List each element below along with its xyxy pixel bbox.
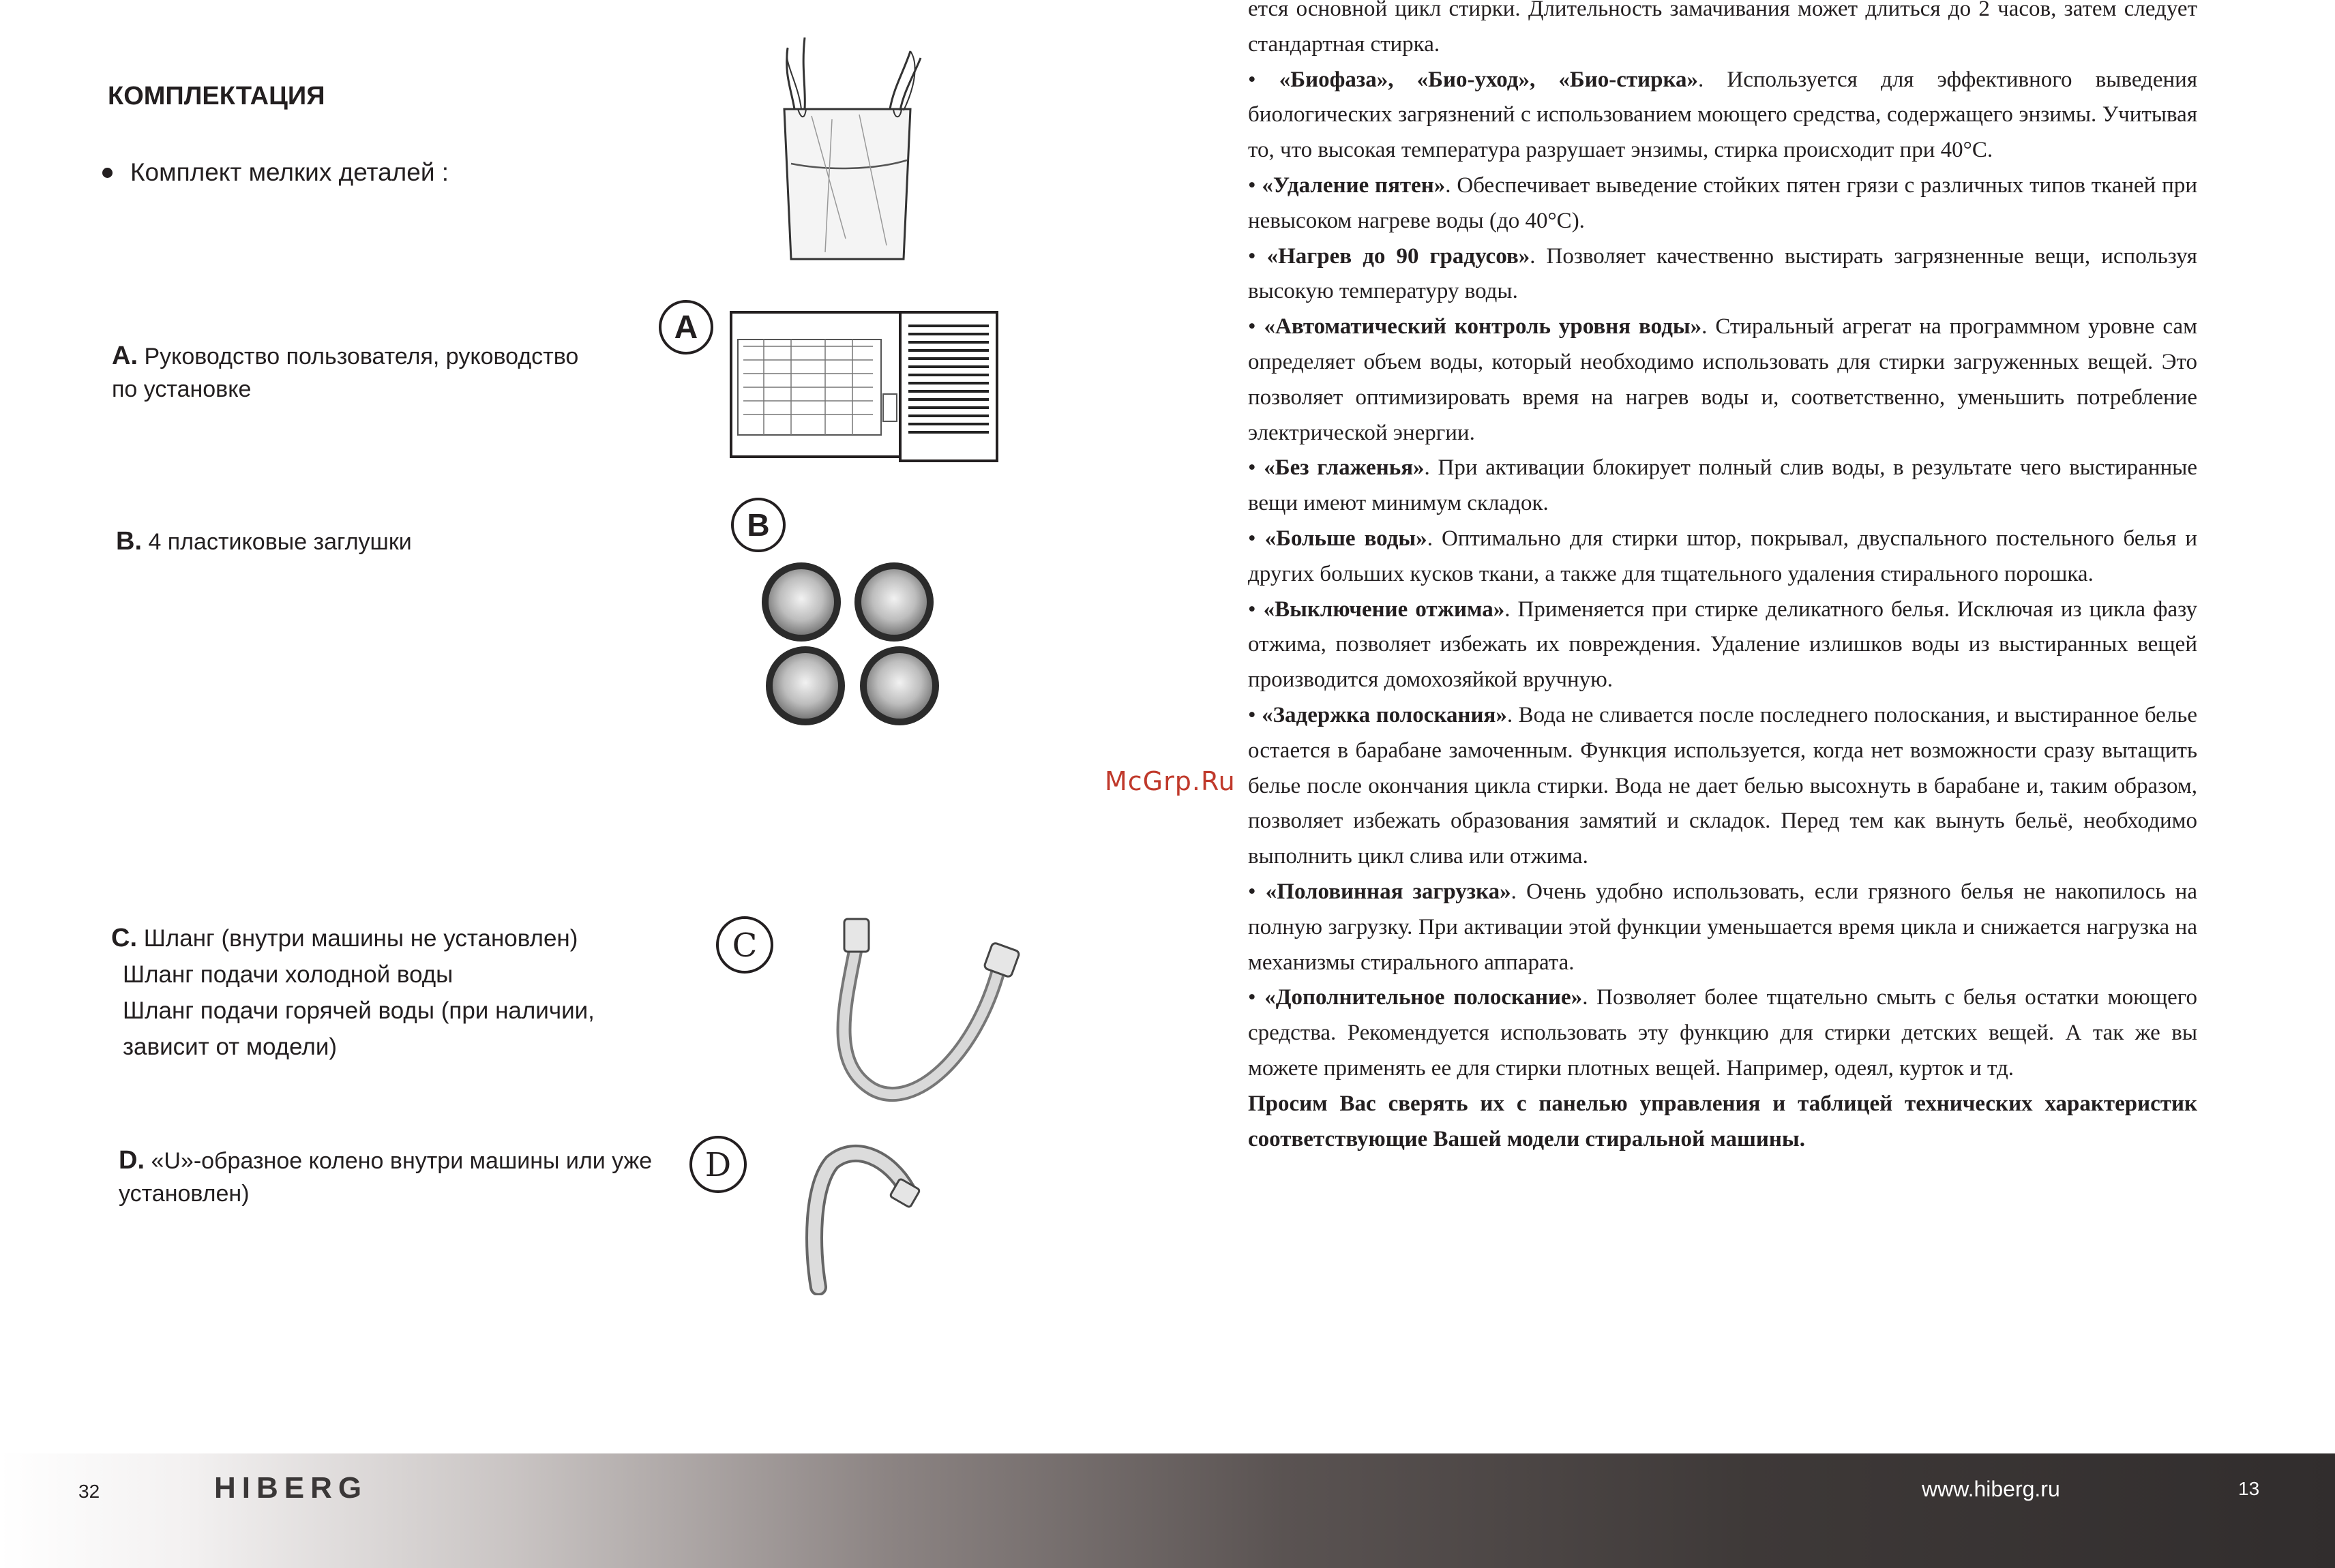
item-b-letter: B. (116, 527, 142, 556)
plugs-illustration (723, 496, 968, 735)
feature-name: «Половинная загрузка» (1265, 879, 1511, 904)
marker-b: B (747, 507, 770, 543)
feature-text: . Оптимально для стирки штор, покрывал, двуспального постельного белья и других больших кусков ткани, а также для тщательного удаления стирального порошка. (1248, 526, 2197, 586)
feature-item: • «Задержка полоскания». Вода не сливается после последнего полоскания, и выстиранное белье остается в барабане замоченным. Функция используется, когда нет возможности сразу вытащить белье после окончания цикла стирки. Вода не дает белью высохнуть в барабане и, таким образом, позволяет избежать образования замятий и складок. Перед тем как вынуть бельё, необходимо выполнить цикл слива или отжима. (1248, 702, 2197, 869)
notice-paragraph: Просим Вас сверять их с панелью управления и таблицей технических характеристик соответствующие Вашей модели стиральной машины. (1248, 1091, 2197, 1151)
kit-line-text: Комплект мелких деталей : (130, 158, 449, 186)
feature-text: . Вода не сливается после последнего полоскания, и выстиранное белье остается в барабане замоченным. Функция используется, когда нет возможности сразу вытащить белье после окончания цикла стирки. Вода не дает белью высохнуть в барабане и, таким образом, позволяет избежать образования замятий и складок. Перед тем как вынуть бельё, необходимо выполнить цикл слива или отжима. (1248, 702, 2197, 869)
item-c-sub1: Шланг подачи холодной воды (123, 961, 453, 988)
feature-text: . При активации блокирует полный слив воды, в результате чего выстиранные вещи имеют минимум складок. (1248, 455, 2197, 516)
item-b-text: 4 пластиковые заглушки (148, 529, 412, 555)
feature-name: «Дополнительное полоскание» (1264, 985, 1583, 1010)
item-a-text-line2: по установке (112, 376, 252, 402)
feature-name: «Без глаженья» (1264, 455, 1425, 481)
features-text (1248, 0, 2197, 1157)
feature-name: «Нагрев до 90 градусов» (1266, 243, 1530, 269)
item-d (119, 1144, 664, 1210)
feature-item: • «Удаление пятен». Обеспечивает выведение стойких пятен грязи с различных типов тканей при невысоком нагреве воды (до 40°С). (1248, 172, 2197, 233)
watermark: McGrp.Ru (1105, 766, 1236, 796)
feature-name: «Удаление пятен» (1262, 172, 1446, 198)
feature-item: • «Автоматический контроль уровня воды». Стиральный агрегат на программном уровне сам определяет объем воды, который необходимо использовать для стирки загруженных вещей. Это позволяет оптимизировать время на нагрев воды и, соответственно, уменьшить потребление электрической энергии. (1248, 314, 2198, 445)
item-d-text-line1: «U»-образное колено внутри машины или уже (151, 1148, 653, 1174)
plug-icon (860, 646, 939, 725)
feature-text: . Позволяет качественно выстирать загрязненные вещи, используя высокую температуру воды. (1248, 243, 2197, 304)
feature-name: «Выключение отжима» (1263, 597, 1505, 622)
feature-text: . Стиральный агрегат на программном уровне сам определяет объем воды, который необходимо использовать для стирки загруженных вещей. Это позволяет оптимизировать время на нагрев воды и, соответственно, уменьшить потребление электрической энергии. (1248, 314, 2198, 445)
item-a-text-line1: Руководство пользователя, руководство (144, 344, 579, 370)
intro-paragraph: ется основной цикл стирки. Длительность замачивания может длиться до 2 часов, затем следует стандартная стирка. (1248, 0, 2197, 57)
feature-name: «Больше воды» (1264, 526, 1427, 551)
feature-item: • «Дополнительное полоскание». Позволяет более тщательно смыть с белья остатки моющего средства. Рекомендуется использовать эту функцию для стирки детских вещей. А так же вы можете применять ее для стирки плотных вещей. Например, одеял, курток и тд. (1248, 985, 2197, 1081)
feature-text: . Обеспечивает выведение стойких пятен грязи с различных типов тканей при невысоком нагреве воды (до 40°С). (1248, 172, 2197, 233)
item-c-text: Шланг (внутри машины не установлен) (143, 925, 578, 952)
item-c (111, 920, 725, 1065)
feature-item: • «Без глаженья». При активации блокирует полный слив воды, в результате чего выстиранные вещи имеют минимум складок. (1248, 455, 2197, 516)
u-bend-illustration (685, 1132, 945, 1295)
item-c-sub2: Шланг подачи горячей воды (при наличии, (123, 997, 595, 1024)
feature-name: «Задержка полоскания» (1262, 702, 1507, 727)
manual-illustration (655, 299, 1030, 469)
brand-logo: HIBERG (214, 1471, 368, 1505)
feature-item: • «Нагрев до 90 градусов». Позволяет качественно выстирать загрязненные вещи, используя высокую температуру воды. (1248, 243, 2197, 304)
feature-item: • «Биофаза», «Био-уход», «Био-стирка». Используется для эффективного выведения биологических загрязнений с использованием моющего средства, содержащего энзимы. Учитывая то, что высокая температура разрушает энзимы, стирка происходит при 40°С. (1248, 67, 2197, 163)
item-d-text-line2: установлен) (119, 1181, 250, 1207)
hose-illustration (709, 907, 1050, 1111)
item-c-sub3: зависит от модели) (123, 1034, 338, 1060)
marker-d: D (704, 1146, 732, 1184)
plug-icon (762, 562, 841, 642)
feature-text: . Применяется при стирке деликатного белья. Исключая из цикла фазу отжима, позволяет избежать их повреждения. Удаление излишков воды из выстиранных вещей производится домохозяйкой вручную. (1248, 597, 2197, 693)
page-number-left: 32 (78, 1481, 100, 1502)
marker-a: A (674, 310, 698, 346)
feature-text: . Позволяет более тщательно смыть с белья остатки моющего средства. Рекомендуется использовать эту функцию для стирки детских вещей. А так же вы можете применять ее для стирки плотных вещей. Например, одеял, курток и тд. (1248, 985, 2197, 1081)
feature-item: • «Больше воды». Оптимально для стирки штор, покрывал, двуспального постельного белья и других больших кусков ткани, а также для тщательного удаления стирального порошка. (1248, 526, 2197, 586)
marker-c: C (732, 926, 758, 965)
item-d-letter: D. (119, 1146, 145, 1175)
item-a-letter: A. (112, 342, 138, 370)
kit-line (102, 158, 449, 187)
feature-item: • «Половинная загрузка». Очень удобно использовать, если грязного белья не накопилось на полную загрузку. При активации этой функции уменьшается время цикла и снижается нагрузка на механизмы стирального аппарата. (1248, 879, 2197, 975)
item-c-letter: C. (111, 924, 137, 952)
feature-text: . Очень удобно использовать, если грязного белья не накопилось на полную загрузку. При активации этой функции уменьшается время цикла и снижается нагрузка на механизмы стирального аппарата. (1248, 879, 2197, 975)
plug-icon (766, 646, 845, 725)
page-number-right: 13 (2238, 1478, 2260, 1499)
plug-icon (854, 562, 934, 642)
item-b (116, 525, 634, 558)
section-title: КОМПЛЕКТАЦИЯ (108, 82, 325, 110)
mesh-bag-illustration (764, 34, 927, 266)
feature-item: • «Выключение отжима». Применяется при стирке деликатного белья. Исключая из цикла фазу отжима, позволяет избежать их повреждения. Удаление излишков воды из выстиранных вещей производится домохозяйкой вручную. (1248, 597, 2197, 693)
item-a (112, 340, 630, 406)
feature-name: «Автоматический контроль уровня воды» (1264, 314, 1702, 340)
feature-text: . Используется для эффективного выведения биологических загрязнений с использованием моющего средства, содержащего энзимы. Учитывая то, что высокая температура разрушает энзимы, стирка происходит при 40°С. (1248, 67, 2197, 163)
bullet-icon (102, 168, 113, 178)
website-link[interactable]: www.hiberg.ru (1922, 1477, 2060, 1501)
feature-name: «Биофаза», «Био-уход», «Био-стирка» (1279, 67, 1698, 92)
